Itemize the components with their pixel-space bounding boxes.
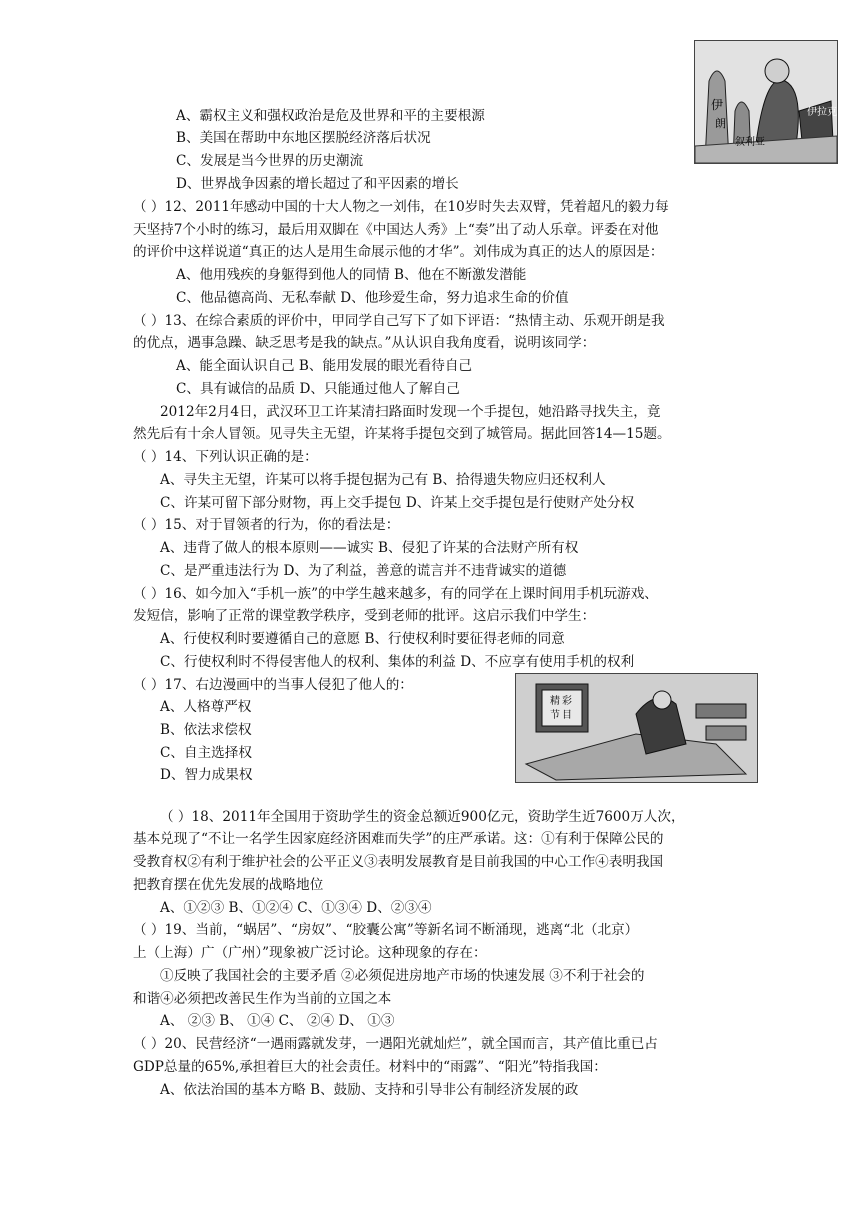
q11-option-d: D、世界战争因素的增长超过了和平因素的增长 [176, 176, 459, 192]
q20-stem-2: GDP总量的65%,承担着巨大的社会责任。材料中的“雨露”、“阳光”特指我国： [133, 1059, 607, 1075]
cartoon-label-yi: 伊 [711, 98, 724, 112]
q13-stem-1: （ ）13、在综合素质的评价中，甲同学自己写下了如下评语：“热情主动、乐观开朗是我 [133, 313, 665, 329]
q12-stem-3: 的评价中这样说道“真正的达人是用生命展示他的才华”。刘伟成为真正的达人的原因是： [133, 244, 664, 260]
q20-options-ab: A、依法治国的基本方略 B、鼓励、支持和引导非公有制经济发展的政 [160, 1082, 579, 1098]
q18-stem-4: 把教育摆在优先发展的战略地位 [133, 877, 324, 893]
q12-options-ab: A、他用残疾的身躯得到他人的同情 B、他在不断激发潜能 [176, 267, 527, 283]
cartoon-copyright [515, 673, 758, 783]
q19-statements-1: ①反映了我国社会的主要矛盾 ②必须促进房地产市场的快速发展 ③不利于社会的 [160, 968, 645, 984]
tv-label-2: 彩 [562, 696, 572, 707]
tv-label-3: 节 [550, 710, 560, 721]
q16-options-cd: C、行使权利时不得侵害他人的权利、集体的利益 D、不应享有使用手机的权利 [160, 654, 635, 670]
q12-stem-1: （ ）12、2011年感动中国的十大人物之一刘伟，在10岁时失去双臂，凭着超凡的毅力每 [133, 199, 669, 215]
cartoon-label-iraq: 伊拉克 [807, 107, 837, 118]
q18-options: A、①②③ B、①②④ C、①③④ D、②③④ [160, 900, 432, 916]
q19-stem-1: （ ）19、当前，“蜗居”、“房奴”、“胶囊公寓”等新名词不断涌现，逃离“北（北京） [133, 922, 639, 938]
q16-stem-2: 发短信，影响了正常的课堂教学秩序，受到老师的批评。这启示我们中学生： [133, 608, 596, 624]
q14-options-ab: A、寻失主无望，许某可以将手提包据为己有 B、拾得遗失物应归还权利人 [160, 472, 606, 488]
q19-stem-2: 上（上海）广（广州）”现象被广泛讨论。这种现象的存在： [133, 945, 487, 961]
tv-label-4: 目 [562, 710, 572, 721]
passage-14-15-line-1: 2012年2月4日，武汉环卫工许某清扫路面时发现一个手提包，她沿路寻找失主，竟 [160, 404, 661, 420]
q17-option-b: B、依法求偿权 [160, 722, 252, 738]
q18-stem-3: 受教育权②有利于维护社会的公平正义③表明发展教育是目前我国的中心工作④表明我国 [133, 854, 664, 870]
q19-statements-2: 和谐④必须把改善民生作为当前的立国之本 [133, 991, 392, 1007]
q17-stem: （ ）17、右边漫画中的当事人侵犯了他人的： [133, 677, 413, 693]
q16-options-ab: A、行使权利时要遵循自己的意愿 B、行使权利时要征得老师的同意 [160, 631, 565, 647]
q13-stem-2: 的优点，遇事急躁、缺乏思考是我的缺点。”从认识自我角度看，说明该同学： [133, 335, 596, 351]
tv-label-1: 精 [550, 696, 560, 707]
q17-option-a: A、人格尊严权 [160, 699, 252, 715]
q18-stem-2: 基本兑现了“不让一名学生因家庭经济困难而失学”的庄严承诺。这：①有利于保障公民的 [133, 831, 664, 847]
q12-options-cd: C、他品德高尚、无私奉献 D、他珍爱生命，努力追求生命的价值 [176, 290, 569, 306]
q17-option-d: D、智力成果权 [160, 767, 253, 783]
q14-stem: （ ）14、下列认识正确的是： [133, 449, 318, 465]
passage-14-15-line-2: 然先后有十余人冒领。见寻失主无望，许某将手提包交到了城管局。据此回答14—15题。 [133, 426, 671, 442]
q17-option-c: C、自主选择权 [160, 745, 252, 761]
q11-option-b: B、美国在帮助中东地区摆脱经济落后状况 [176, 130, 431, 146]
cartoon-middle-east [694, 40, 838, 164]
q19-options: A、 ②③ B、 ①④ C、 ②④ D、 ①③ [160, 1013, 395, 1029]
q15-options-ab: A、违背了做人的根本原则——诚实 B、侵犯了许某的合法财产所有权 [160, 540, 579, 556]
q11-option-c: C、发展是当今世界的历史潮流 [176, 153, 364, 169]
cartoon-label-lang: 朗 [715, 117, 726, 130]
q14-options-cd: C、许某可留下部分财物，再上交手提包 D、许某上交手提包是行使财产处分权 [160, 495, 635, 511]
q12-stem-2: 天坚持7个小时的练习，最后用双脚在《中国达人秀》上“奏”出了动人乐章。评委在对他 [133, 222, 659, 238]
q11-option-a: A、霸权主义和强权政治是危及世界和平的主要根源 [176, 108, 485, 124]
q13-options-ab: A、能全面认识自己 B、能用发展的眼光看待自己 [176, 358, 473, 374]
cartoon-label-syria: 叙利亚 [735, 137, 765, 148]
q15-options-cd: C、是严重违法行为 D、为了利益，善意的谎言并不违背诚实的道德 [160, 563, 567, 579]
q20-stem-1: （ ）20、民营经济“一遇雨露就发芽，一遇阳光就灿烂”，就全国而言，其产值比重已占 [133, 1036, 658, 1052]
q15-stem: （ ）15、对于冒领者的行为，你的看法是： [133, 517, 400, 533]
q16-stem-1: （ ）16、如今加入“手机一族”的中学生越来越多，有的同学在上课时间用手机玩游戏、 [133, 586, 658, 602]
cartoon-middle-east-drawing [695, 41, 837, 163]
q18-stem-1: （ ）18、2011年全国用于资助学生的资金总额近900亿元，资助学生近7600万人次， [160, 809, 685, 825]
cartoon-copyright-drawing [516, 674, 757, 782]
q13-options-cd: C、具有诚信的品质 D、只能通过他人了解自己 [176, 381, 460, 397]
